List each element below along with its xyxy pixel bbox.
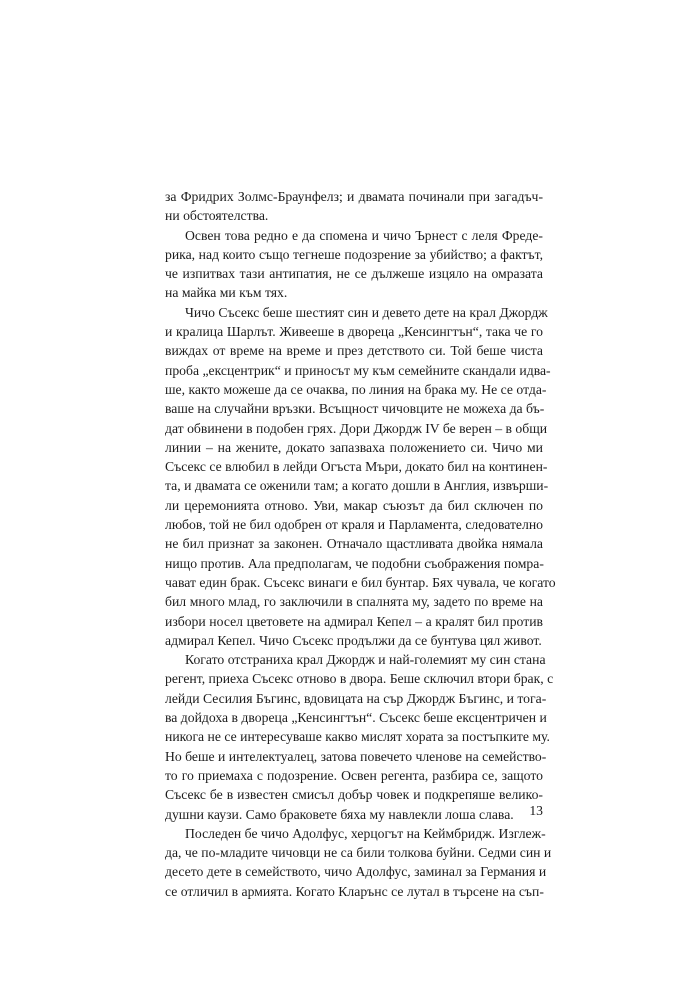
text-line: бил много млад, го заключили в спалнята му, задето по време на: [165, 594, 543, 610]
text-line: Освен това редно е да спомена и чичо Ърнест с леля Фреде-: [185, 227, 543, 243]
text-line: че изпитвах тази антипатия, не се дължеше изцяло на омразата: [165, 266, 543, 282]
text-line: избори носел цветовете на адмирал Кепел – а кралят бил против: [165, 613, 543, 629]
text-line: никога не се интересуваше какво мислят хората за постъпките му.: [165, 729, 550, 745]
text-line: душни каузи. Само браковете бяха му навлекли лоша слава.: [165, 806, 514, 822]
text-line: десето дете в семейството, чичо Адолфус, заминал за Германия и: [165, 864, 547, 880]
text-line: та, и двамата се оженили там; а когато дошли в Англия, извърши-: [165, 478, 549, 494]
text-line: лейди Сесилия Бъгинс, вдовицата на сър Джордж Бъгинс, и тога-: [165, 690, 547, 706]
text-line: Чичо Съсекс беше шестият син и девето дете на крал Джордж: [185, 304, 548, 320]
text-line: ше, както можеше да се очаква, по линия на брака му. Не се отда-: [165, 381, 547, 397]
text-line: адмирал Кепел. Чичо Съсекс продължи да се бунтува цял живот.: [165, 632, 542, 648]
text-line: рика, над които също тегнеше подозрение за убийство; а фактът,: [165, 246, 543, 262]
text-line: то го приемаха с подозрение. Освен регента, разбира се, защото: [165, 767, 543, 783]
text-line: се отличил в армията. Когато Кларънс се лутал в търсене на съп-: [165, 883, 544, 899]
text-line: проба „ексцентрик“ и приносът му към семейните скандали идва-: [165, 362, 551, 378]
text-line: на майка ми към тях.: [165, 285, 288, 301]
text-line: да, че по-младите чичовци не са били толкова буйни. Седми син и: [165, 845, 552, 861]
text-line: ваше на случайни връзки. Всъщност чичовците не можеха да бъ-: [165, 401, 545, 417]
text-line: виждах от време на време и през детството си. Той беше чиста: [165, 343, 543, 359]
text-line: регент, приеха Съсекс отново в двора. Беше сключил втори брак, с: [165, 671, 554, 687]
text-line: Съсекс се влюбил в лейди Огъста Мъри, докато бил на континен-: [165, 459, 548, 475]
page-number: 13: [529, 803, 543, 818]
text-line: за Фридрих Золмс-Браунфелз; и двамата починали при загадъч-: [165, 189, 543, 204]
body-text: [165, 187, 556, 901]
text-line: и кралица Шарлът. Живееше в двореца „Кенсингтън“, така че го: [165, 324, 543, 340]
text-line: Съсекс бе в известен смисъл добър човек и подкрепяше велико-: [165, 787, 543, 803]
text-line: ва дойдоха в двореца „Кенсингтън“. Съсекс беше ексцентричен и: [165, 710, 547, 726]
text-line: ли церемонията отново. Уви, макар съюзът да бил сключен по: [165, 497, 543, 513]
text-line: линии – на жените, докато запазваха положението си. Чичо ми: [165, 439, 543, 455]
text-line: Когато отстраниха крал Джордж и най-големият му син стана: [185, 652, 546, 668]
text-line: Последен бе чичо Адолфус, херцогът на Кеймбридж. Изглеж-: [185, 825, 546, 841]
text-line: дат обвинени в подобен грях. Дори Джордж IV бе верен – в общи: [165, 420, 548, 436]
text-line: любов, той не бил одобрен от краля и Парламента, следователно: [165, 517, 543, 533]
text-line: ни обстоятелства.: [165, 208, 269, 224]
text-line: Но беше и интелектуалец, затова повечето членове на семейство-: [165, 748, 547, 764]
text-line: нищо против. Ала предполагам, че подобни съображения помра-: [165, 555, 544, 571]
text-line: не бил признат за законен. Отначало щастливата двойка нямала: [165, 536, 543, 552]
text-line: чават един брак. Съсекс винаги е бил бунтар. Бях чувала, че когато: [165, 574, 556, 590]
